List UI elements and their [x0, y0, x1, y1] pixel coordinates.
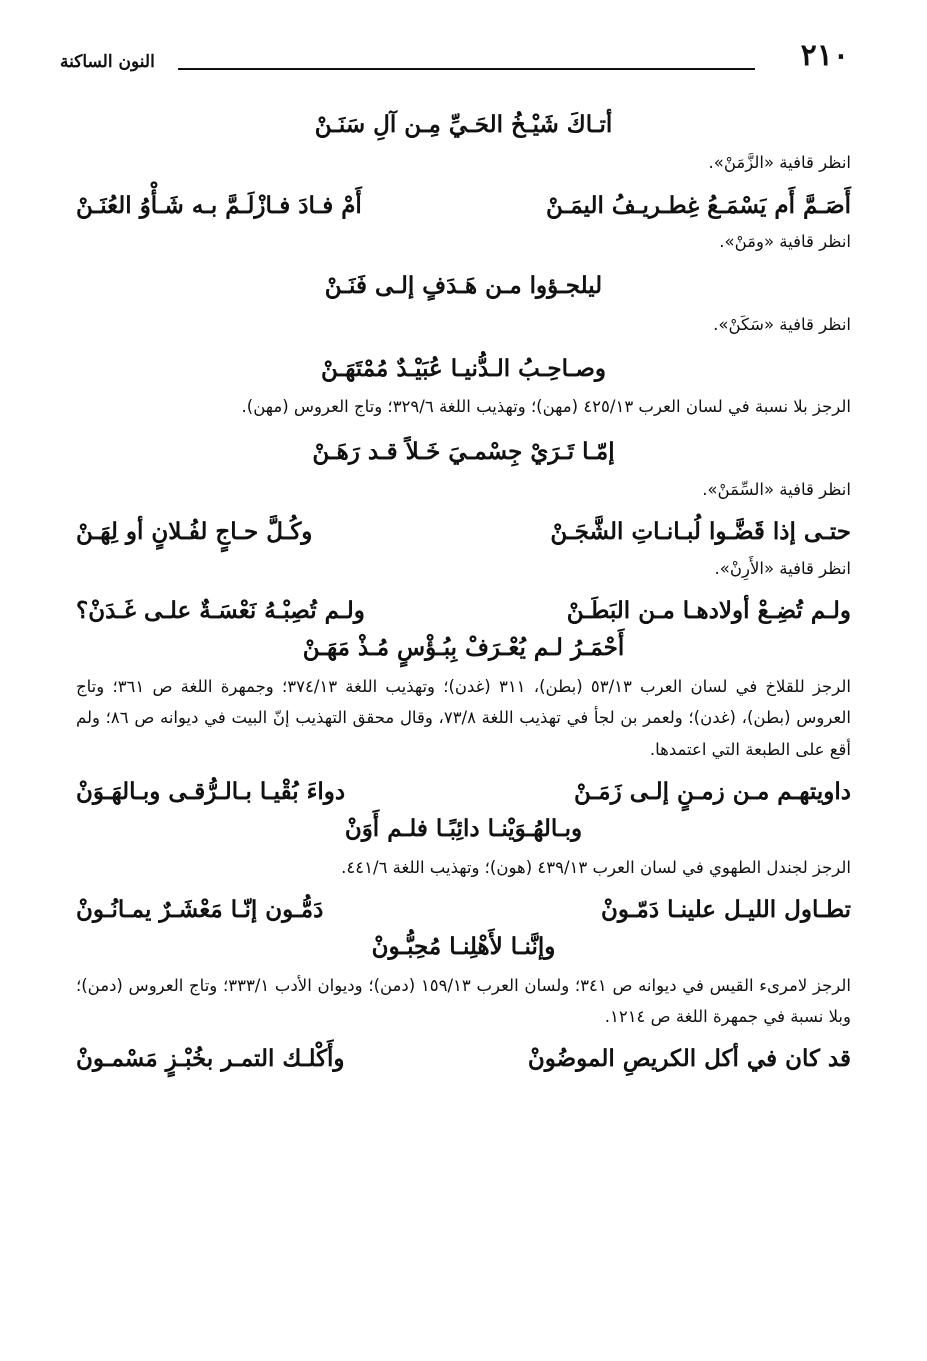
first-hemistich: قد كان في أكل الكريصِ الموضُونْ [527, 1045, 851, 1073]
first-hemistich: حتـى إذا قَضَّـوا لُبـانـاتِ الشَّجَـنْ [550, 518, 851, 546]
verse-line: ليلجـؤوا مـن هَـدَفٍ إلـى فَنَـنْ [324, 272, 603, 300]
verse-couplet [76, 775, 851, 808]
verse-couplet [76, 1042, 851, 1075]
header-rule [178, 68, 755, 70]
verse-line: وصـاحِـبُ الـدُّنيـا عُبَيْـدٌ مُمْتَهَـنْ [320, 355, 607, 383]
page-content [76, 96, 851, 1080]
second-hemistich: أَمْ فـادَ فـازْلَـمَّ بـه شَـأْوُ العُنَـنْ [76, 191, 362, 219]
source-note: الرجز لجندل الطهوي في لسان العرب ٤٣٩/١٣ (هون)؛ وتهذيب اللغة ٤٤١/٦. [341, 857, 851, 877]
source-note: انظر قافية «سَكَنْ». [713, 314, 851, 334]
verse-couplet [76, 594, 851, 627]
second-hemistich: دواءَ بُقْيـا بـالـرُّقـى وبـالهَـوَنْ [76, 777, 346, 805]
source-note: انظر قافية «السِّمَنْ». [702, 480, 851, 500]
verse-line: أَحْمَـرُ لـم يُعْـرَفْ بِبُـؤْسٍ مُـذْ مَهَـنْ [302, 634, 625, 662]
verse-couplet [76, 893, 851, 926]
source-note: الرجز للقلاخ في لسان العرب ٥٣/١٣ (بطن)، ٣١١ (غدن)؛ وتهذيب اللغة ٣٧٤/١٣؛ وجمهرة اللغة ص ٣٦١؛ وتاج العروس (بطن)، (غدن)؛ ولعمر بن لجأ في تهذيب اللغة ٧٣/٨، وقال محقق التهذيب إنّ البيت في ديوانه ص ٨٦؛ ولم أقع على الطبعة التي اعتمدها. [76, 676, 851, 759]
first-hemistich: ولـم تُضِـعْ أولادهـا مـن البَطَـنْ [566, 597, 851, 625]
second-hemistich: ولـم تُصِبْـهُ نَعْسَـةٌ علـى غَـدَنْ؟ [76, 597, 365, 625]
verse-line: وبـالهُـوَيْنـا دائِبًـا فلـم أَوَنْ [344, 815, 583, 843]
first-hemistich: داويتهـم مـن زمـنٍ إلـى زَمَـنْ [574, 777, 851, 805]
verse-couplet [76, 515, 851, 548]
second-hemistich: دَمُّـون إنّـا مَعْشَـرٌ يمـانُـونْ [76, 895, 324, 923]
second-hemistich: وأَكْلـك التمـر بخُبْـزٍ مَسْمـونْ [76, 1045, 345, 1073]
second-hemistich: وكُـلَّ حـاجٍ لفُـلانٍ أو لِهَـنْ [76, 518, 313, 546]
source-note: انظر قافية «الأَرِنْ». [714, 558, 851, 578]
page-header [60, 38, 849, 78]
source-note: الرجز لامرىء القيس في ديوانه ص ٣٤١؛ ولسان العرب ١٥٩/١٣ (دمن)؛ وديوان الأدب ٣٣٣/١؛ وتاج العروس (دمن)؛ وبلا نسبة في جمهرة اللغة ص ١٢١٤. [76, 975, 851, 1026]
source-note: انظر قافية «الزَّمَنْ». [708, 153, 851, 173]
verse-couplet [76, 189, 851, 222]
source-note: انظر قافية «ومَنْ». [719, 232, 851, 252]
chapter-title: النون الساكنة [60, 52, 155, 72]
source-note: الرجز بلا نسبة في لسان العرب ٤٢٥/١٣ (مهن)؛ وتهذيب اللغة ٣٢٩/٦؛ وتاج العروس (مهن). [241, 397, 851, 417]
verse-line: وإنَّنـا لأَهْلِنـا مُحِبُّـونْ [371, 933, 556, 961]
first-hemistich: تطـاول الليـل علينـا دَمّـونْ [600, 895, 851, 923]
first-hemistich: أَصَـمَّ أَم يَسْمَـعُ غِطـريـفُ اليمَـنْ [546, 191, 851, 219]
verse-line: إمّـا تَـرَيْ جِسْمـيَ خَـلاً قـد رَهَـنْ [312, 437, 615, 465]
page-number: ٢١٠ [800, 38, 849, 73]
verse-line: أتـاكَ شَيْـخُ الحَـيِّ مِـن آلِ سَنَـنْ [314, 111, 613, 138]
